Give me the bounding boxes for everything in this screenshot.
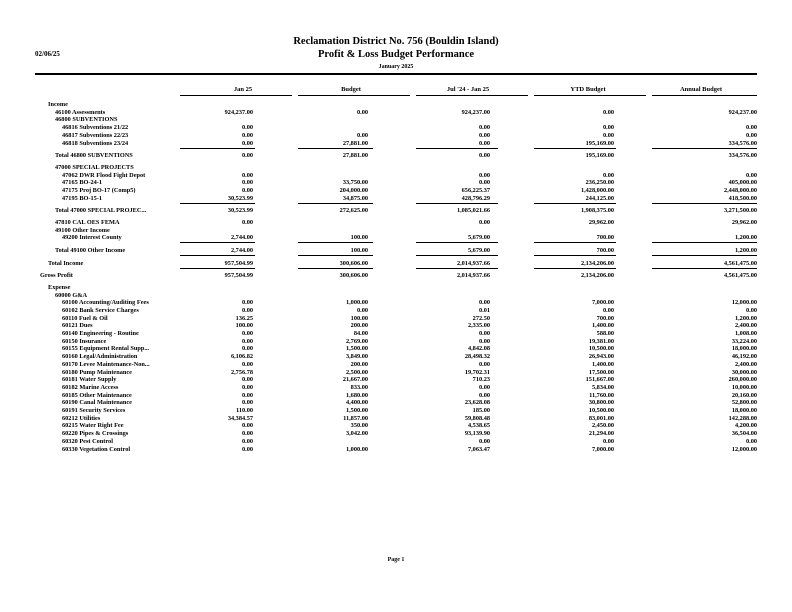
row-value: 300,606.00 bbox=[339, 259, 368, 267]
total-underline bbox=[416, 148, 498, 149]
row-value: 185.00 bbox=[472, 407, 490, 414]
row-value: 5,679.00 bbox=[467, 234, 490, 242]
row-label: Expense bbox=[48, 283, 71, 291]
row-value: 236,250.00 bbox=[585, 179, 614, 187]
total-underline bbox=[180, 203, 255, 204]
row-value: 300,606.00 bbox=[339, 272, 368, 280]
row-label: 60182 Marine Access bbox=[62, 383, 119, 391]
row-label: 47062 DWR Flood Fight Depot bbox=[62, 171, 146, 179]
row-value: 6,106.82 bbox=[230, 353, 253, 361]
column-header-budget: Budget bbox=[341, 86, 361, 93]
row-value: 12,000.00 bbox=[731, 445, 757, 453]
total-underline bbox=[534, 203, 616, 204]
row-label: 46800 SUBVENTIONS bbox=[55, 116, 118, 124]
row-value: 0.00 bbox=[241, 171, 253, 179]
row-value: 833.00 bbox=[350, 383, 368, 391]
row-value: 0.00 bbox=[241, 360, 253, 368]
row-value: 2,744.00 bbox=[230, 234, 253, 242]
row-value: 3,271,500.00 bbox=[723, 207, 757, 215]
page-number: Page 1 bbox=[387, 557, 405, 563]
row-value: 0.00 bbox=[478, 218, 490, 226]
row-value: 0.00 bbox=[602, 124, 614, 132]
row-value: 2,134,206.00 bbox=[580, 272, 614, 280]
row-label: 60180 Pump Maintenance bbox=[62, 368, 132, 376]
row-value: 29,962.00 bbox=[731, 218, 757, 226]
row-value: 0.00 bbox=[356, 306, 368, 314]
column-header-ytd-budget: YTD Budget bbox=[570, 86, 606, 93]
row-value: 0.00 bbox=[356, 108, 368, 116]
row-value: 21,667.00 bbox=[342, 376, 368, 384]
row-value: 0.00 bbox=[241, 124, 253, 132]
row-value: 2,014,937.66 bbox=[456, 272, 490, 280]
row-value: 4,561,475.00 bbox=[723, 259, 757, 267]
row-value: 588.00 bbox=[596, 330, 614, 337]
row-value: 0.00 bbox=[478, 131, 490, 139]
row-value: 29,962.00 bbox=[588, 218, 614, 226]
total-underline bbox=[416, 242, 498, 243]
row-value: 12,000.00 bbox=[731, 299, 757, 307]
row-value: 2,769.00 bbox=[345, 337, 368, 345]
row-label: 60110 Fuel & Oil bbox=[62, 314, 108, 322]
row-label: Income bbox=[48, 101, 68, 108]
row-value: 924,237.00 bbox=[461, 108, 490, 116]
row-value: 656,225.37 bbox=[461, 186, 490, 194]
row-value: 0.00 bbox=[745, 131, 757, 139]
row-label: 60215 Water Right Fee bbox=[62, 422, 124, 430]
row-label: 47000 SPECIAL PROJECTS bbox=[55, 163, 134, 171]
row-label: Gross Profit bbox=[40, 272, 73, 280]
row-value: 142,288.00 bbox=[728, 414, 757, 422]
row-value: 0.00 bbox=[478, 360, 490, 368]
row-value: 5,834.00 bbox=[591, 383, 614, 391]
row-value: 1,000.00 bbox=[345, 445, 368, 453]
row-value: 34,875.00 bbox=[342, 194, 368, 202]
row-label: Total 47000 SPECIAL PROJEC... bbox=[55, 207, 147, 215]
row-value: 30,800.00 bbox=[588, 399, 614, 407]
row-value: 2,400.00 bbox=[734, 322, 757, 330]
row-value: 27,881.00 bbox=[342, 139, 368, 147]
row-value: 2,500.00 bbox=[345, 368, 368, 376]
row-value: 1,500.00 bbox=[345, 407, 368, 414]
row-value: 0.00 bbox=[241, 299, 253, 307]
total-underline bbox=[180, 255, 255, 256]
row-value: 17,500.00 bbox=[588, 368, 614, 376]
row-label: Total Income bbox=[48, 259, 84, 267]
row-value: 244,125.00 bbox=[585, 194, 614, 202]
row-value: 93,139.90 bbox=[464, 430, 490, 438]
row-value: 0.00 bbox=[356, 131, 368, 139]
row-value: 100.00 bbox=[350, 234, 368, 242]
row-value: 0.00 bbox=[241, 391, 253, 399]
row-value: 52,800.00 bbox=[731, 399, 757, 407]
row-value: 33,750.00 bbox=[342, 179, 368, 187]
row-label: 49200 Interest County bbox=[62, 234, 122, 242]
row-value: 4,561,475.00 bbox=[723, 272, 757, 280]
row-value: 18,000.00 bbox=[731, 407, 757, 414]
total-underline bbox=[180, 242, 255, 243]
row-value: 4,538.65 bbox=[467, 422, 490, 430]
total-underline bbox=[416, 203, 498, 204]
row-value: 0.00 bbox=[241, 179, 253, 187]
report-date: 02/06/25 bbox=[35, 50, 60, 58]
row-value: 10,500.00 bbox=[588, 407, 614, 414]
row-value: 19,702.31 bbox=[464, 368, 490, 376]
header-rule bbox=[35, 73, 757, 75]
row-label: Total 46800 SUBVENTIONS bbox=[55, 152, 133, 160]
row-value: 0.01 bbox=[478, 306, 490, 314]
column-rule bbox=[180, 95, 292, 96]
row-value: 0.00 bbox=[745, 437, 757, 445]
row-label: 60330 Vegetation Control bbox=[62, 445, 131, 453]
organization-name: Reclamation District No. 756 (Bouldin Island) bbox=[293, 36, 499, 47]
row-value: 0.00 bbox=[241, 399, 253, 407]
row-value: 1,000.00 bbox=[345, 299, 368, 307]
row-label: 60102 Bank Service Charges bbox=[62, 306, 139, 314]
total-underline bbox=[652, 242, 757, 243]
row-value: 36,504.00 bbox=[731, 430, 757, 438]
row-value: 110.00 bbox=[236, 407, 253, 414]
row-label: 46816 Subventions 21/22 bbox=[62, 124, 129, 132]
row-value: 272,625.00 bbox=[339, 207, 368, 215]
row-value: 0.00 bbox=[745, 124, 757, 132]
column-rule bbox=[416, 95, 528, 96]
column-rule bbox=[534, 95, 646, 96]
row-value: 46,192.00 bbox=[731, 353, 757, 361]
total-underline bbox=[534, 148, 616, 149]
row-value: 350.00 bbox=[350, 422, 368, 430]
row-value: 0.00 bbox=[241, 218, 253, 226]
row-value: 0.00 bbox=[478, 139, 490, 147]
row-value: 2,400.00 bbox=[734, 360, 757, 368]
row-value: 7,063.47 bbox=[467, 445, 490, 453]
row-value: 4,842.08 bbox=[467, 345, 490, 353]
row-value: 0.00 bbox=[478, 124, 490, 132]
row-value: 11,760.00 bbox=[589, 391, 614, 399]
total-underline bbox=[180, 148, 255, 149]
column-header-ytd-actual: Jul '24 - Jan 25 bbox=[446, 86, 490, 93]
row-value: 0.00 bbox=[602, 306, 614, 314]
row-value: 200.00 bbox=[350, 360, 368, 368]
row-label: 60170 Levee Maintenance-Non... bbox=[62, 360, 150, 368]
row-value: 23,628.08 bbox=[464, 399, 490, 407]
row-value: 11,857.00 bbox=[343, 414, 368, 422]
row-value: 59,808.48 bbox=[464, 414, 490, 422]
total-underline bbox=[298, 148, 373, 149]
row-value: 0.00 bbox=[241, 345, 253, 353]
row-value: 30,000.00 bbox=[731, 368, 757, 376]
row-value: 10,500.00 bbox=[588, 345, 614, 353]
row-value: 1,680.00 bbox=[345, 391, 368, 399]
report-period: January 2025 bbox=[378, 64, 414, 70]
row-value: 1,400.00 bbox=[591, 360, 614, 368]
row-value: 1,200.00 bbox=[734, 234, 757, 242]
row-value: 0.00 bbox=[478, 299, 490, 307]
row-value: 2,335.00 bbox=[467, 322, 490, 330]
row-value: 0.00 bbox=[241, 430, 253, 438]
row-value: 19,381.00 bbox=[588, 337, 614, 345]
row-label: 60121 Dues bbox=[62, 322, 93, 330]
report-title: Profit & Loss Budget Performance bbox=[317, 49, 475, 60]
row-value: 7,000.00 bbox=[591, 445, 614, 453]
row-value: 34,384.57 bbox=[227, 414, 253, 422]
row-label: 60320 Pest Control bbox=[62, 437, 113, 445]
row-label: 46100 Assessments bbox=[55, 108, 106, 116]
row-value: 260,000.00 bbox=[728, 376, 757, 384]
total-underline bbox=[298, 255, 373, 256]
total-underline bbox=[652, 255, 757, 256]
total-underline bbox=[416, 268, 498, 269]
total-underline bbox=[534, 255, 616, 256]
row-value: 3,849.00 bbox=[345, 353, 368, 361]
row-value: 100.00 bbox=[350, 314, 368, 322]
row-label: 60191 Security Services bbox=[62, 407, 126, 414]
row-value: 200.00 bbox=[350, 322, 368, 330]
row-value: 1,085,021.66 bbox=[456, 207, 490, 215]
row-value: 100.00 bbox=[235, 322, 253, 330]
total-underline bbox=[298, 203, 373, 204]
row-value: 0.00 bbox=[478, 179, 490, 187]
row-value: 30,523.99 bbox=[227, 194, 253, 202]
row-value: 136.25 bbox=[235, 314, 253, 322]
row-label: 60185 Other Maintenance bbox=[62, 391, 132, 399]
row-label: 60212 Utilities bbox=[62, 414, 101, 422]
row-value: 1,908,375.00 bbox=[580, 207, 614, 215]
row-value: 957,504.99 bbox=[224, 272, 253, 280]
row-value: 710.23 bbox=[472, 376, 490, 384]
row-value: 27,881.00 bbox=[342, 152, 368, 160]
row-value: 2,134,206.00 bbox=[580, 259, 614, 267]
total-underline bbox=[652, 148, 757, 149]
column-header-annual-budget: Annual Budget bbox=[679, 86, 723, 93]
row-value: 0.00 bbox=[478, 391, 490, 399]
row-value: 7,000.00 bbox=[591, 299, 614, 307]
column-header-jan: Jan 25 bbox=[233, 86, 253, 93]
row-label: 60220 Pipes & Crossings bbox=[62, 430, 129, 438]
row-value: 924,237.00 bbox=[224, 108, 253, 116]
row-label: 60150 Insurance bbox=[62, 337, 107, 345]
row-value: 0.00 bbox=[478, 330, 490, 337]
total-underline bbox=[416, 255, 498, 256]
total-underline bbox=[652, 203, 757, 204]
row-label: 47195 BO-15-1 bbox=[62, 194, 103, 202]
row-value: 28,498.32 bbox=[464, 353, 490, 361]
row-label: Total 49100 Other Income bbox=[55, 246, 126, 254]
row-value: 10,000.00 bbox=[731, 383, 757, 391]
row-value: 2,448,000.00 bbox=[723, 186, 757, 194]
row-value: 0.00 bbox=[241, 445, 253, 453]
row-label: 49100 Other Income bbox=[55, 226, 110, 234]
row-value: 0.00 bbox=[478, 437, 490, 445]
row-value: 700.00 bbox=[596, 234, 614, 242]
row-value: 1,500.00 bbox=[345, 345, 368, 353]
total-underline bbox=[298, 268, 373, 269]
row-value: 195,169.00 bbox=[585, 139, 614, 147]
row-value: 2,756.78 bbox=[230, 368, 253, 376]
row-value: 334,576.00 bbox=[728, 152, 757, 160]
row-label: 46818 Subventions 23/24 bbox=[62, 139, 129, 147]
row-label: 47175 Proj BO-17 (Comp5) bbox=[62, 186, 136, 194]
row-value: 0.00 bbox=[478, 152, 490, 160]
row-value: 0.00 bbox=[241, 152, 253, 160]
row-value: 0.00 bbox=[478, 337, 490, 345]
row-value: 0.00 bbox=[478, 383, 490, 391]
row-value: 0.00 bbox=[241, 131, 253, 139]
row-value: 0.00 bbox=[602, 437, 614, 445]
row-label: 47810 CAL OES FEMA bbox=[55, 218, 120, 226]
row-value: 0.00 bbox=[241, 383, 253, 391]
row-value: 2,450.00 bbox=[591, 422, 614, 430]
row-value: 0.00 bbox=[241, 139, 253, 147]
row-value: 0.00 bbox=[241, 337, 253, 345]
row-value: 0.00 bbox=[745, 171, 757, 179]
row-label: 60000 G&A bbox=[55, 291, 88, 299]
row-value: 0.00 bbox=[241, 422, 253, 430]
row-value: 3,042.00 bbox=[345, 430, 368, 438]
row-value: 2,014,937.66 bbox=[456, 259, 490, 267]
total-underline bbox=[298, 242, 373, 243]
row-value: 1,428,000.00 bbox=[580, 186, 614, 194]
row-value: 0.00 bbox=[602, 131, 614, 139]
row-value: 0.00 bbox=[241, 376, 253, 384]
row-label: 60190 Canal Maintenance bbox=[62, 399, 132, 407]
row-value: 957,504.99 bbox=[224, 259, 253, 267]
row-value: 18,000.00 bbox=[731, 345, 757, 353]
row-value: 20,160.00 bbox=[731, 391, 757, 399]
row-value: 0.00 bbox=[602, 171, 614, 179]
row-value: 1,400.00 bbox=[591, 322, 614, 330]
row-value: 428,796.29 bbox=[461, 194, 490, 202]
row-label: 47165 BO-24-1 bbox=[62, 179, 103, 187]
row-label: 60160 Legal/Administration bbox=[62, 353, 138, 361]
row-value: 33,224.00 bbox=[731, 337, 757, 345]
row-value: 4,200.00 bbox=[734, 422, 757, 430]
row-value: 418,500.00 bbox=[728, 194, 757, 202]
row-value: 272.50 bbox=[472, 314, 490, 322]
row-value: 195,169.00 bbox=[585, 152, 614, 160]
row-label: 60155 Equipment Rental Supp... bbox=[62, 345, 150, 353]
row-value: 83,001.00 bbox=[588, 414, 614, 422]
row-value: 0.00 bbox=[241, 330, 253, 337]
row-label: 60140 Engineering - Routine bbox=[62, 330, 139, 337]
row-value: 700.00 bbox=[596, 314, 614, 322]
row-label: 46817 Subventions 22/23 bbox=[62, 131, 129, 139]
row-value: 1,200.00 bbox=[734, 246, 757, 254]
total-underline bbox=[652, 268, 757, 269]
row-value: 26,943.00 bbox=[588, 353, 614, 361]
row-value: 0.00 bbox=[745, 306, 757, 314]
column-rule bbox=[298, 95, 410, 96]
row-value: 0.00 bbox=[241, 437, 253, 445]
row-value: 0.00 bbox=[602, 108, 614, 116]
row-value: 21,294.00 bbox=[588, 430, 614, 438]
row-value: 700.00 bbox=[596, 246, 614, 254]
row-value: 0.00 bbox=[478, 171, 490, 179]
row-value: 1,200.00 bbox=[734, 314, 757, 322]
row-label: 60181 Water Supply bbox=[62, 376, 117, 384]
row-value: 405,000.00 bbox=[728, 179, 757, 187]
row-value: 5,679.00 bbox=[467, 246, 490, 254]
total-underline bbox=[534, 268, 616, 269]
row-value: 1,008.00 bbox=[734, 330, 757, 337]
total-underline bbox=[180, 268, 255, 269]
row-value: 4,400.00 bbox=[345, 399, 368, 407]
row-value: 151,667.00 bbox=[585, 376, 614, 384]
row-value: 0.00 bbox=[241, 306, 253, 314]
row-value: 2,744.00 bbox=[230, 246, 253, 254]
row-value: 100.00 bbox=[350, 246, 368, 254]
row-value: 84.00 bbox=[353, 330, 368, 337]
row-value: 30,523.99 bbox=[227, 207, 253, 215]
row-value: 204,000.00 bbox=[339, 186, 368, 194]
total-underline bbox=[534, 242, 616, 243]
column-rule bbox=[652, 95, 757, 96]
row-value: 334,576.00 bbox=[728, 139, 757, 147]
row-label: 60100 Accounting/Auditing Fees bbox=[62, 299, 149, 307]
row-value: 924,237.00 bbox=[728, 108, 757, 116]
row-value: 0.00 bbox=[241, 186, 253, 194]
